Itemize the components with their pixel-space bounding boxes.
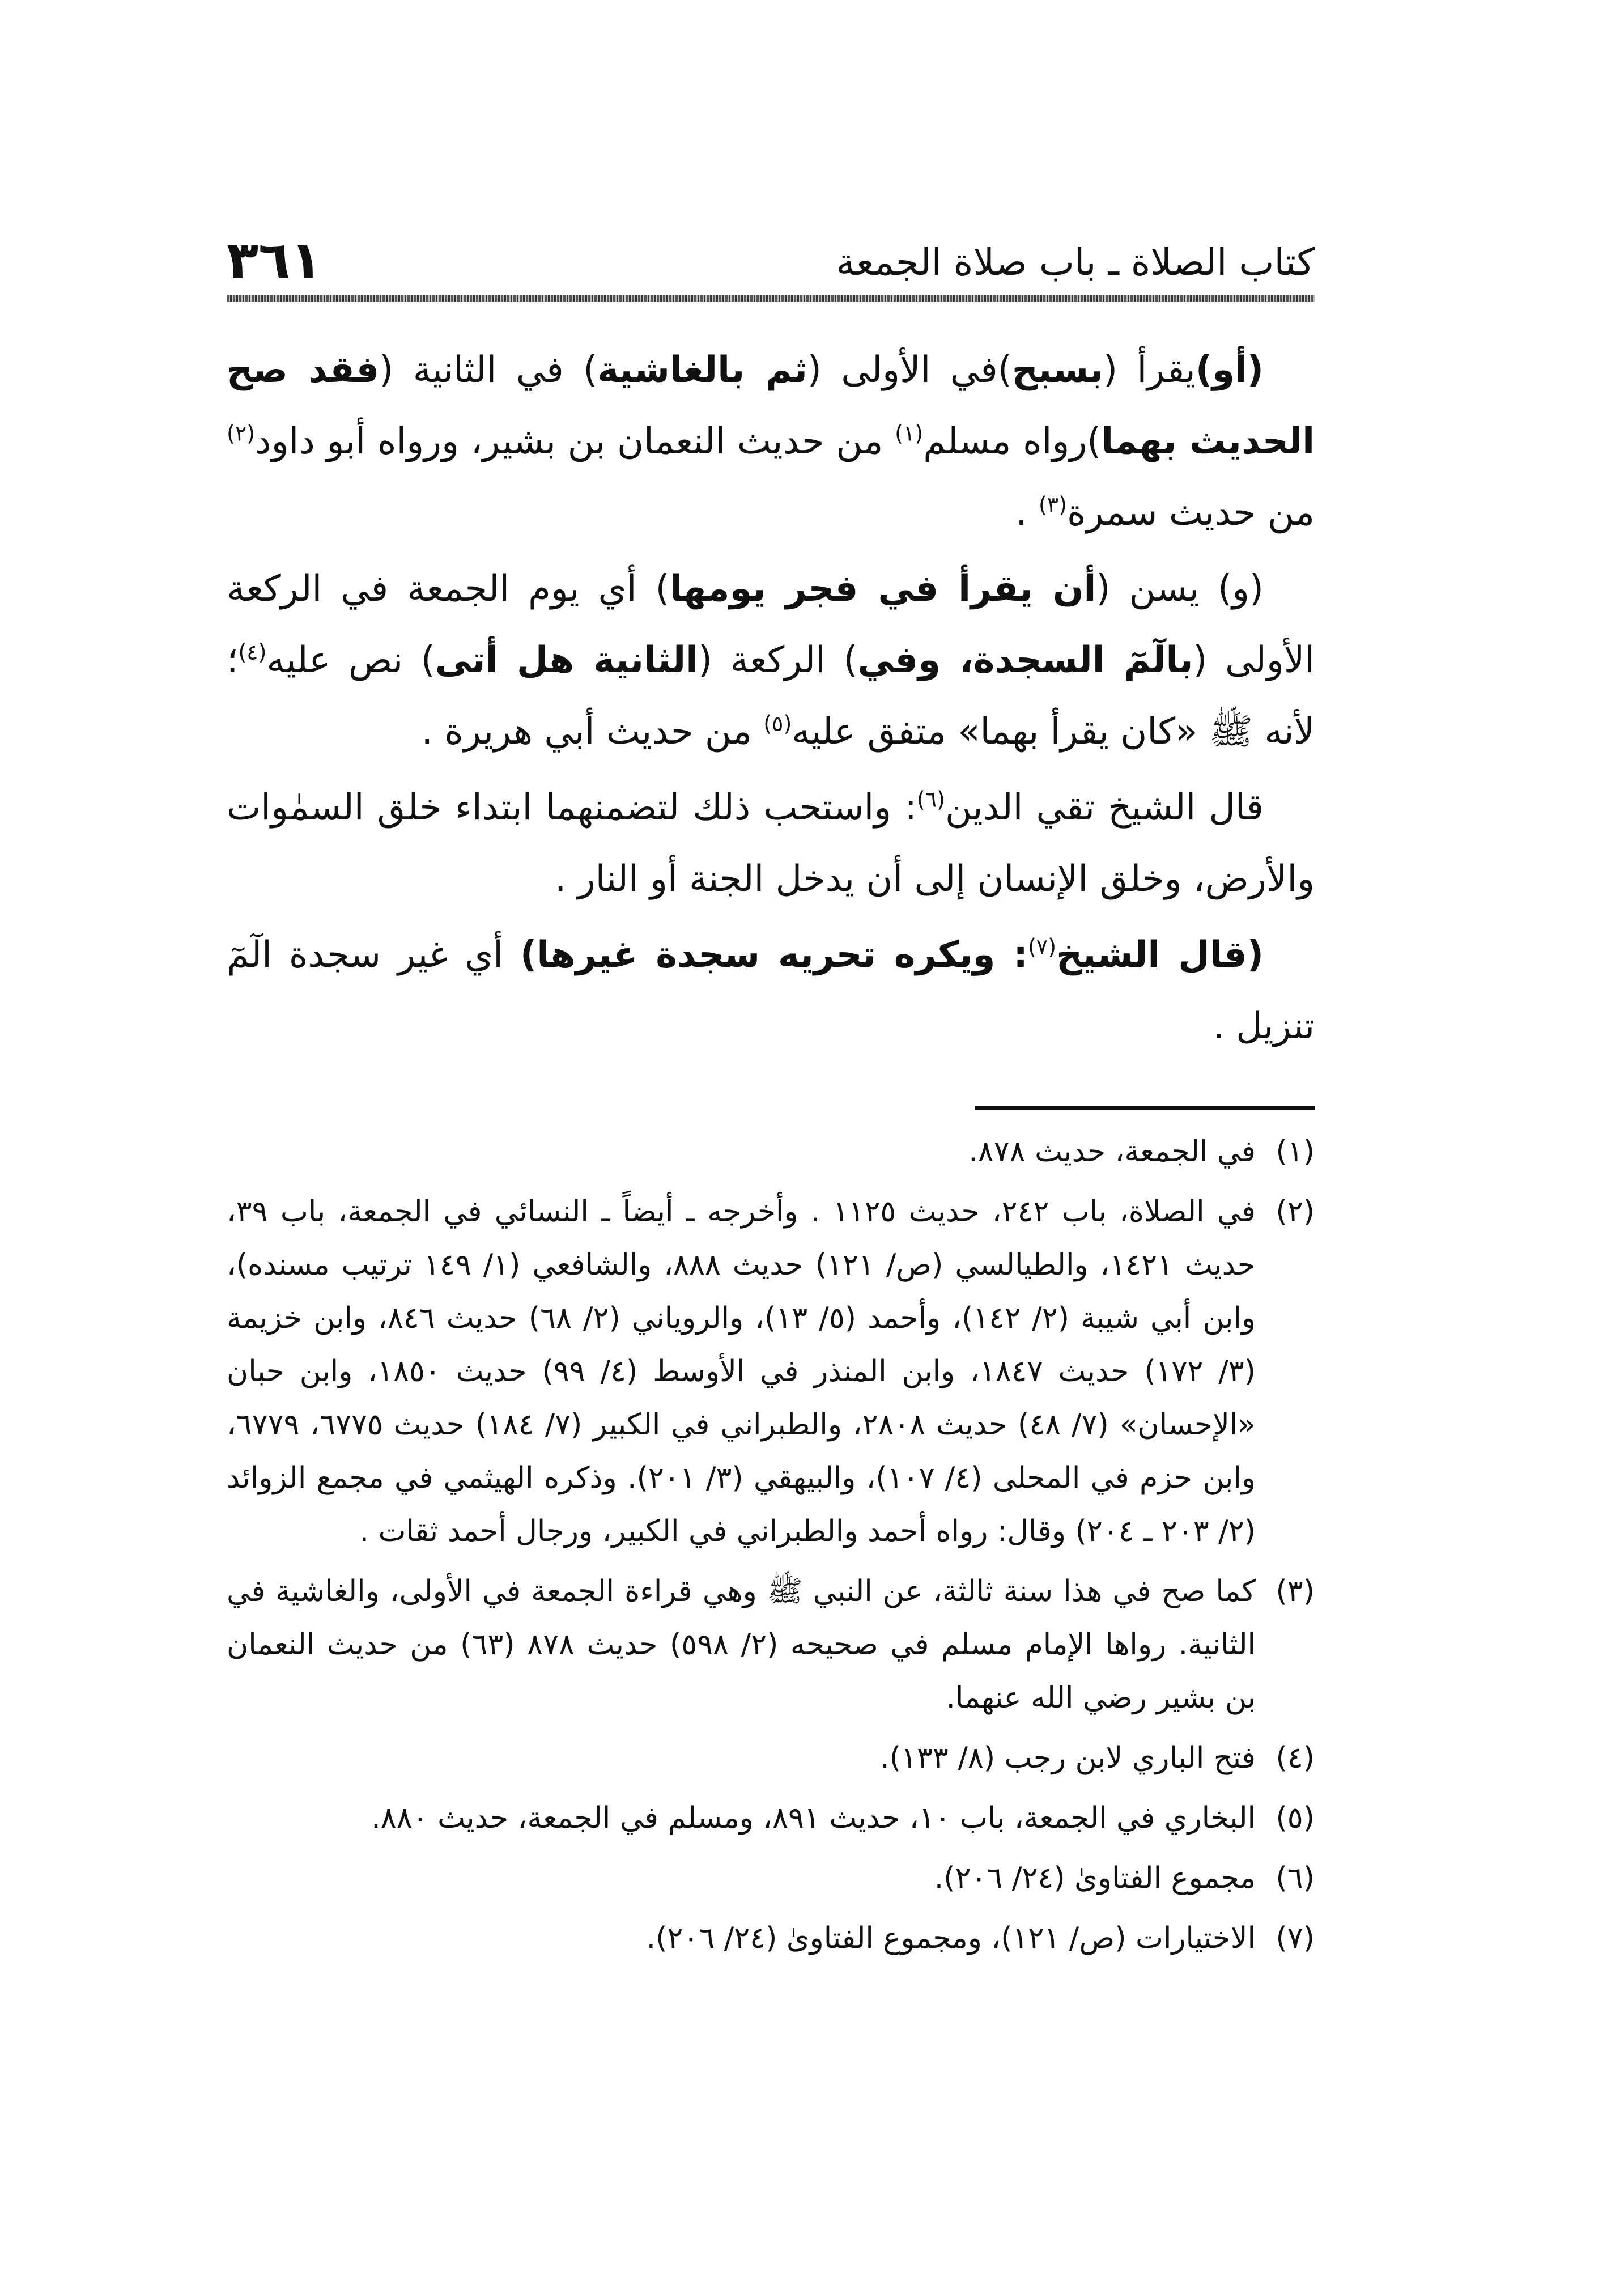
footnote-separator <box>975 1106 1315 1110</box>
footnote <box>227 1791 1315 1845</box>
main-text <box>227 334 1315 1067</box>
text-run: : واستحب ذلك لتضمنهما ابتداء خلق السمٰوات والأرض، وخلق الإنسان إلى أن يدخل الجنة أو النار . <box>227 787 1315 900</box>
footnote-text: في الجمعة، حديث ٨٧٨. <box>968 1135 1256 1169</box>
bold-phrase: ثم بالغاشية <box>597 349 807 391</box>
footnote-text: البخاري في الجمعة، باب ١٠، حديث ٨٩١، ومسلم في الجمعة، حديث ٨٨٠. <box>371 1801 1256 1835</box>
footnote <box>227 1565 1315 1725</box>
text-run: قال الشيخ تقي الدين <box>945 787 1264 829</box>
header-rule <box>227 295 1315 302</box>
footnote <box>227 1125 1315 1178</box>
text-run: ) أي يوم الجمعة في الركعة الأولى ( <box>227 568 1315 681</box>
running-title: كتاب الصلاة ـ باب صلاة الجمعة <box>836 240 1315 284</box>
footnote <box>227 1731 1315 1785</box>
footnote-ref: (٤) <box>238 639 267 665</box>
footnote-ref: (٢) <box>227 421 256 446</box>
bold-phrase: (قال الشيخ <box>1056 934 1264 976</box>
page-number: ٣٦١ <box>227 230 322 291</box>
text-run: من حديث سمرة <box>1067 492 1315 534</box>
footnote-ref: (٦) <box>916 787 945 812</box>
footnote <box>227 1852 1315 1905</box>
footnote-number: (٦) <box>1276 1861 1315 1895</box>
footnote-ref: (١) <box>895 421 924 446</box>
text-run: (و) يسن ( <box>1096 568 1264 610</box>
footnote-number: (١) <box>1276 1135 1315 1169</box>
footnote-number: (٣) <box>1276 1574 1315 1608</box>
footnote-ref: (٣) <box>1038 492 1068 517</box>
footnote-text: مجموع الفتاوىٰ (٢٤/ ٢٠٦). <box>934 1861 1256 1895</box>
text-run: . <box>1015 492 1039 534</box>
text-run: ) الركعة ( <box>698 639 858 681</box>
footnote-number: (٧) <box>1276 1921 1315 1955</box>
footnote-number: (٥) <box>1276 1801 1315 1835</box>
paragraph-4 <box>227 919 1315 1062</box>
text-run: من حديث أبي هريرة . <box>421 711 764 753</box>
footnote-text: فتح الباري لابن رجب (٨/ ١٣٣). <box>880 1741 1256 1775</box>
paragraph-1 <box>227 334 1315 549</box>
text-run: ) في الثانية ( <box>379 349 598 391</box>
footnote <box>227 1185 1315 1558</box>
text-run: )رواه مسلم <box>923 421 1102 462</box>
bold-phrase: بالٓمٓ السجدة، وفي <box>857 639 1193 681</box>
bold-phrase: أن يقرأ في فجر يومها <box>669 568 1096 610</box>
footnote-text: كما صح في هذا سنة ثالثة، عن النبي ﷺ وهي قراءة الجمعة في الأولى، والغاشية في الثانية. رواها الإمام مسلم في صحيحه (٢/ ٥٩٨) حديث ٨٧٨ (٦٣) من حديث النعمان بن بشير رضي الله عنهما. <box>227 1574 1256 1715</box>
footnote-text: الاختيارات (ص/ ١٢١)، ومجموع الفتاوىٰ (٢٤/ ٢٠٦). <box>646 1921 1256 1955</box>
footnote-text: في الصلاة، باب ٢٤٢، حديث ١١٢٥ . وأخرجه ـ أيضاً ـ النسائي في الجمعة، باب ٣٩، حديث ١٤٢١، والطيالسي (ص/ ١٢١) حديث ٨٨٨، والشافعي (١/ ١٤٩ ترتيب مسنده)، وابن أبي شيبة (٢/ ١٤٢)، وأحمد (٥/ ١٣)، والروياني (٢/ ٦٨) حديث ٨٤٦، وابن خزيمة (٣/ ١٧٢) حديث ١٨٤٧، وابن المنذر في الأوسط (٤/ ٩٩) حديث ١٨٥٠، وابن حبان «الإحسان» (٧/ ٤٨) حديث ٢٨٠٨، والطبراني في الكبير (٧/ ١٨٤) حديث ٦٧٧٥، ٦٧٧٩، وابن حزم في المحلى (٤/ ١٠٧)، والبيهقي (٣/ ٢٠١). وذكره الهيثمي في مجمع الزوائد (٢/ ٢٠٣ ـ ٢٠٤) وقال: رواه أحمد والطبراني في الكبير، ورجال أحمد ثقات . <box>227 1195 1256 1548</box>
footnote <box>227 1912 1315 1965</box>
bold-phrase: بسبح <box>1011 349 1104 391</box>
paragraph-3 <box>227 772 1315 915</box>
footnotes <box>227 1125 1315 1972</box>
text-run: )في الأولى ( <box>807 349 1012 391</box>
bold-phrase: : ويكره تحريه سجدة غيرها) <box>520 934 1028 976</box>
footnote-number: (٤) <box>1276 1741 1315 1775</box>
bold-phrase: الثانية هل أتى <box>435 639 699 681</box>
bold-phrase: (أو) <box>1195 349 1264 391</box>
footnote-number: (٢) <box>1276 1195 1315 1229</box>
footnote-ref: (٧) <box>1027 934 1057 959</box>
text-run: ؛ لأنه ﷺ «كان يقرأ بهما» متفق عليه <box>227 639 1315 753</box>
text-run: ) نص عليه <box>266 639 435 681</box>
bold-phrase: فقد صح الحديث بهما <box>227 349 1315 462</box>
page-header <box>227 230 1315 292</box>
footnote-ref: (٥) <box>763 711 792 736</box>
text-run: من حديث النعمان بن بشير، ورواه أبو داود <box>255 421 895 462</box>
paragraph-2 <box>227 553 1315 767</box>
text-run: أي غير سجدة الٓمٓ تنزيل . <box>227 934 1315 1047</box>
text-run: يقرأ ( <box>1103 349 1196 391</box>
